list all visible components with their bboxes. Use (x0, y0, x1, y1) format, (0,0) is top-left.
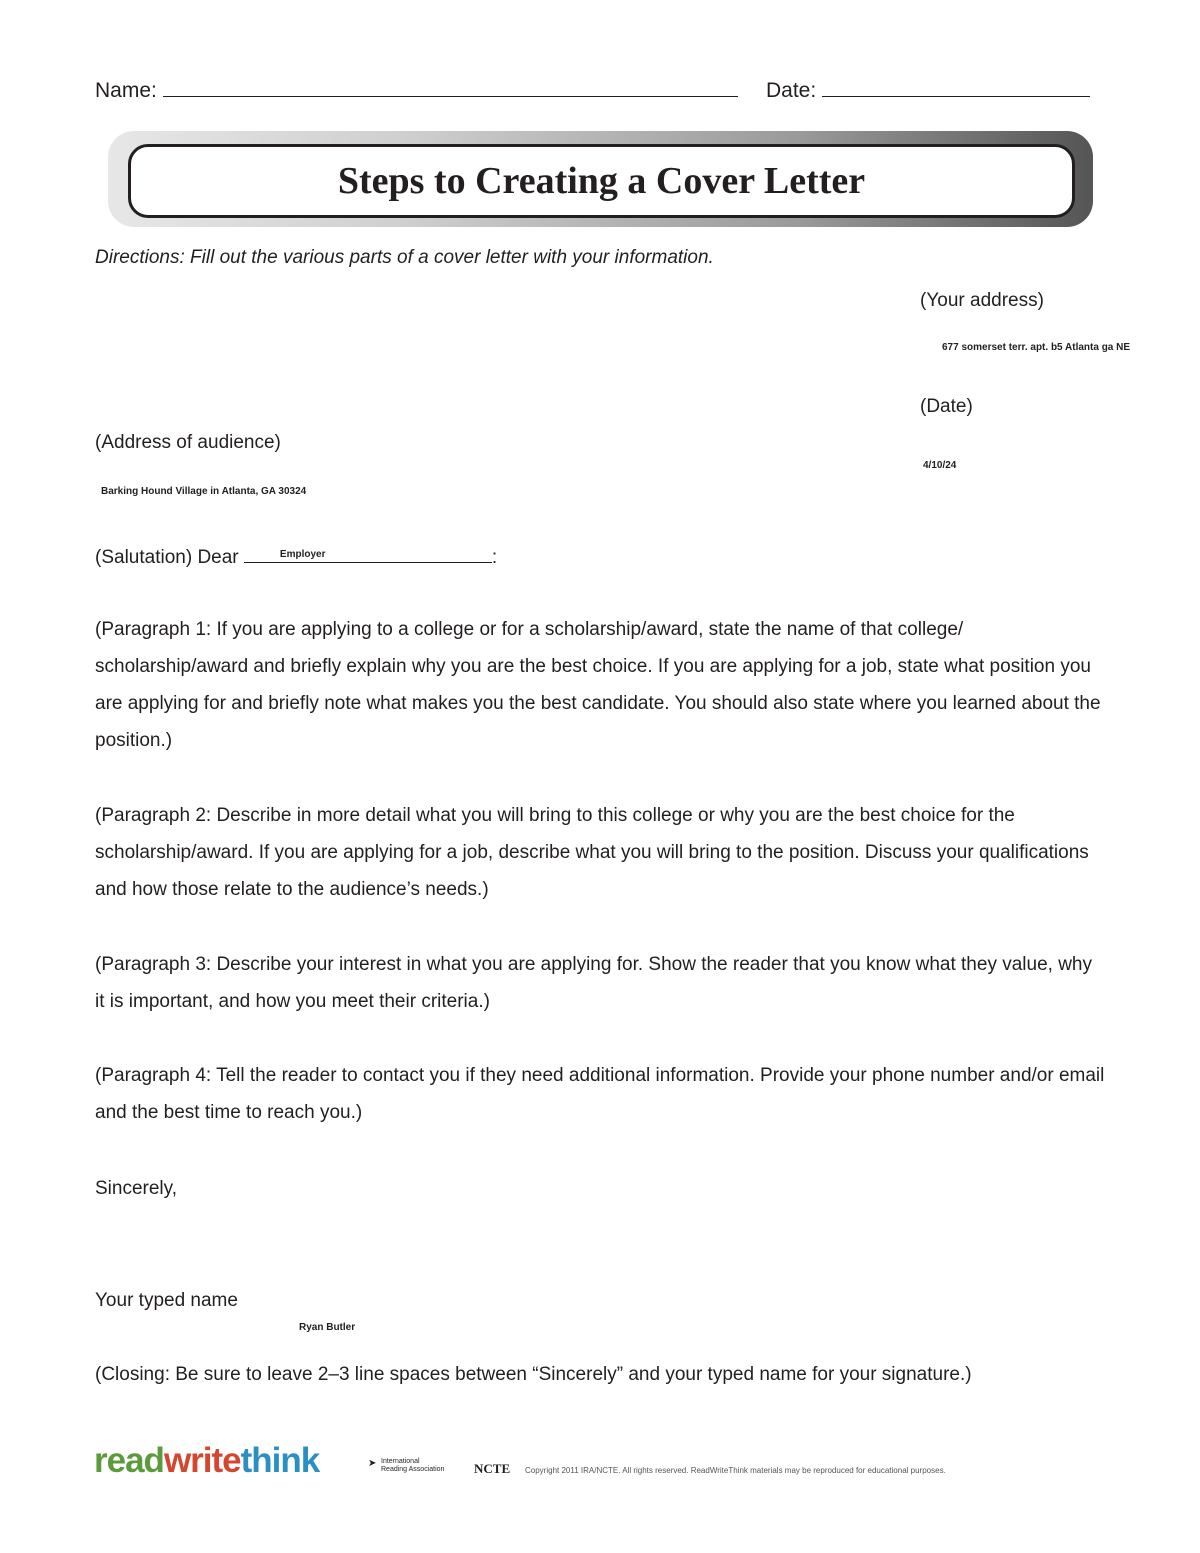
name-input-line[interactable] (163, 78, 738, 97)
audience-address-value[interactable]: Barking Hound Village in Atlanta, GA 30324 (101, 486, 307, 497)
readwritethink-logo: readwritethink (94, 1441, 320, 1480)
typed-name-value[interactable]: Ryan Butler (299, 1322, 356, 1333)
date-value[interactable]: 4/10/24 (923, 460, 957, 471)
salutation-colon: : (491, 547, 498, 568)
sincerely-text: Sincerely, (95, 1178, 178, 1199)
ncte-logo: NCTE (474, 1461, 511, 1476)
title-banner (108, 131, 1093, 227)
your-address-value[interactable]: 677 somerset terr. apt. b5 Atlanta ga NE (942, 342, 1131, 353)
paragraph-2: (Paragraph 2: Describe in more detail what you will bring to this college or why you are the best choice for the scholarship/award. If you are applying for a job, describe what you will bring to the position. Discuss your qualifications and how those relate to the audience’s needs.) (95, 805, 1089, 900)
date-label: (Date) (920, 396, 973, 417)
page-title: Steps to Creating a Cover Letter (337, 160, 866, 202)
paragraph-3: (Paragraph 3: Describe your interest in what you are applying for. Show the reader that you know what they value, why it is important, and how you meet their criteria.) (95, 954, 1092, 1012)
salutation-label: (Salutation) Dear (95, 547, 239, 568)
date-input-line[interactable] (822, 78, 1090, 97)
salutation-row (95, 544, 497, 569)
typed-name-label: Your typed name (95, 1290, 238, 1311)
closing-note: (Closing: Be sure to leave 2–3 line spaces between “Sincerely” and your typed name for your signature.) (95, 1364, 972, 1385)
date-header-label: Date: (766, 79, 817, 102)
salutation-value: Employer (279, 549, 326, 560)
paragraph-4: (Paragraph 4: Tell the reader to contact you if they need additional information. Provide your phone number and/or email and the best time to reach you.) (95, 1065, 1105, 1123)
name-label: Name: (95, 79, 157, 102)
title-banner-inner (128, 144, 1075, 218)
ira-logo: ➤ International Reading Association (368, 1458, 445, 1473)
ira-arrow-icon: ➤ (368, 1458, 377, 1469)
paragraph-1: (Paragraph 1: If you are applying to a college or for a scholarship/award, state the name of that college/ scholarship/award and briefly explain why you are the best choice. If you are applying for a job, state what position you are applying for and briefly note what makes you the best candidate. You should also state where you learned about the position.) (95, 619, 1101, 751)
salutation-input-line[interactable] (244, 544, 492, 563)
copyright-text: Copyright 2011 IRA/NCTE. All rights reserved. ReadWriteThink materials may be reproduced for educational purposes. (525, 1466, 946, 1475)
audience-address-label: (Address of audience) (95, 432, 281, 453)
date-header-field (766, 78, 1090, 103)
directions-text: Directions: Fill out the various parts of a cover letter with your information. (95, 247, 714, 268)
name-field (95, 78, 738, 103)
your-address-label: (Your address) (920, 290, 1044, 311)
